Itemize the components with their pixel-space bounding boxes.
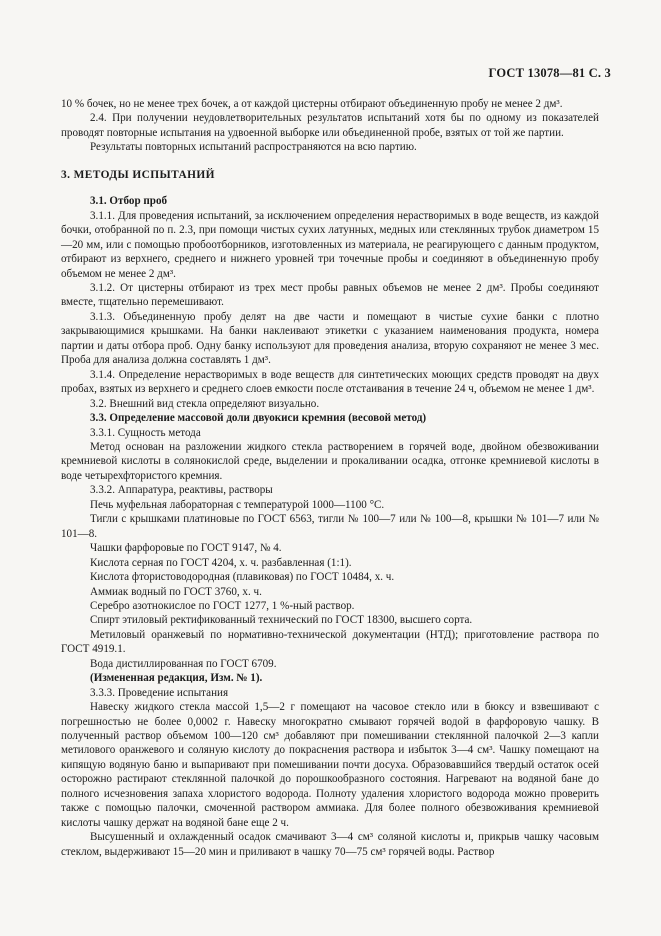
paragraph-3-2: 3.2. Внешний вид стекла определяют визуально. — [90, 397, 320, 410]
list-item-furnace: Печь муфельная лабораторная с температурой 1000—1100 °С. — [90, 498, 385, 511]
list-item-water: Вода дистиллированная по ГОСТ 6709. — [90, 657, 277, 670]
paragraph-3-1-3: 3.1.3. Объединенную пробу делят на две части и помещают в чистые сухие банки с плотно закрывающимися крышками. На банки наклеивают этикетки с указанием наименования продукта, номера партии и даты отбора проб. Одну банку используют для проведения анализа, вторую сохраняют не менее 3 мес. Проба для анализа должна составлять 1 дм³. — [61, 310, 599, 367]
paragraph-3-3-2-title: 3.3.2. Аппаратура, реактивы, растворы — [90, 484, 273, 497]
paragraph-2-4: 2.4. При получении неудовлетворительных результатов испытаний хотя бы по одному из показателей проводят повторные испытания на удвоенной выборке или объединенной пробе, взятых от той же партии. — [61, 112, 599, 139]
paragraph-continuation: 10 % бочек, но не менее трех бочек, а от каждой цистерны отбирают объединенную пробу не менее 2 дм³. — [61, 98, 563, 110]
page-header: ГОСТ 13078—81 С. 3 — [488, 66, 611, 80]
list-item-methyl-orange: Метиловый оранжевый по нормативно-технической документации (НТД); приготовление раствора по ГОСТ 4919.1. — [61, 628, 599, 656]
paragraph-3-3-3-title: 3.3.3. Проведение испытания — [90, 686, 229, 699]
amendment-note: (Измененная редакция, Изм. № 1). — [90, 672, 263, 685]
list-item-dishes: Чашки фарфоровые по ГОСТ 9147, № 4. — [90, 542, 282, 555]
paragraph-results: Результаты повторных испытаний распространяются на всю партию. — [90, 141, 417, 154]
paragraph-3-1-4: 3.1.4. Определение нерастворимых в воде веществ для синтетических моющих средств проводят на двух пробах, взятых из верхнего и среднего слоев емкости после отстаивания в течение 24 ч, объемом не менее 1 дм³. — [61, 368, 599, 396]
list-item-silver-nitrate: Серебро азотнокислое по ГОСТ 1277, 1 %-ный раствор. — [90, 599, 355, 612]
list-item-ethanol: Спирт этиловый ректификованный технический по ГОСТ 18300, высшего сорта. — [90, 614, 473, 627]
list-item-hydrofluoric-acid: Кислота фтористоводородная (плавиковая) по ГОСТ 10484, х. ч. — [90, 571, 395, 584]
subsection-heading-3-3: 3.3. Определение массовой доли двуокиси кремния (весовой метод) — [90, 412, 427, 425]
paragraph-3-3-1-title: 3.3.1. Сущность метода — [90, 426, 201, 439]
paragraph-procedure: Навеску жидкого стекла массой 1,5—2 г помещают на часовое стекло или в бюксу и взвешивают с погрешностью не более 0,0002 г. Навеску многократно смывают горячей водой в фарфоровую чашку. В полученный раствор объемом 100—120 см³ добавляют при помешивании стеклянной палочкой 2—3 капли метилового оранжевого и соляную кислоту до покраснения раствора и избыток 3—4 см³. Чашку помещают на кипящую водяную баню и выпаривают при помешивании почти досуха. Образовавшийся твердый остаток осей осторожно растирают стеклянной палочкой до порошкообразного состояния. Нагревают на водяной бане до полного исчезновения запаха хлористого водорода. Полноту удаления хлористого водорода можно проверить также с помощью палочки, смоченной раствором аммиака. Для более полного обезвоживания кремниевой кислоты чашку держат на водяной бане еще 2 ч. — [61, 701, 599, 829]
document-body — [61, 97, 599, 859]
paragraph-3-1-2: 3.1.2. От цистерны отбирают из трех мест пробы равных объемов не менее 2 дм³. Пробы соединяют вместе, тщательно перемешивают. — [61, 281, 599, 309]
list-item-ammonia: Аммиак водный по ГОСТ 3760, х. ч. — [90, 585, 262, 598]
subsection-heading-3-1: 3.1. Отбор проб — [90, 195, 168, 208]
section-heading: 3. МЕТОДЫ ИСПЫТАНИЙ — [61, 168, 215, 181]
paragraph-3-1-1: 3.1.1. Для проведения испытаний, за исключением определения нерастворимых в воде веществ, из каждой бочки, отобранной по п. 2.3, при помощи чистых сухих латунных, медных или стеклянных трубок диаметром 15—20 мм, или с помощью пробоотборников, изготовленных из материала, не реагирующего с данным продуктом, отбирают из верхнего, среднего и нижнего уровней три точечные пробы и соединяют в объединенную пробу объемом не менее 2 дм³. — [61, 209, 599, 280]
list-item-sulfuric-acid: Кислота серная по ГОСТ 4204, х. ч. разбавленная (1:1). — [90, 556, 352, 569]
paragraph-method: Метод основан на разложении жидкого стекла растворением в горячей воде, двойном обезвоживании кремниевой кислоты в солянокислой среде, выделении и прокаливании осадка, отгонке кремниевой кислоты в воде четырехфтористого кремния. — [61, 440, 599, 482]
list-item-crucibles: Тигли с крышками платиновые по ГОСТ 6563, тигли № 100—7 или № 100—8, крышки № 101—7 или № 101—8. — [61, 513, 599, 540]
paragraph-procedure-continued: Высушенный и охлажденный осадок смачивают 3—4 см³ соляной кислоты и, прикрыв чашку часовым стеклом, выдерживают 15—20 мин и приливают в чашку 70—75 см³ горячей воды. Раствор — [61, 831, 599, 858]
